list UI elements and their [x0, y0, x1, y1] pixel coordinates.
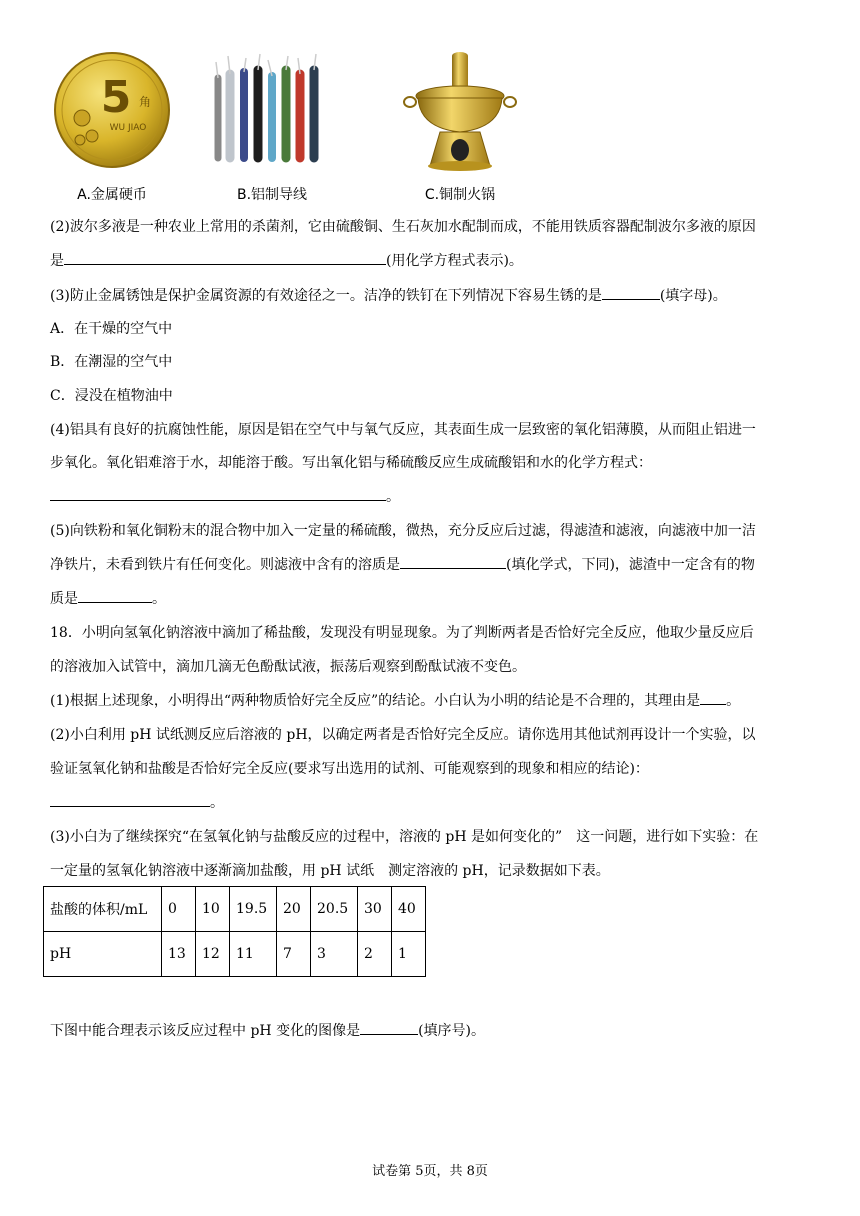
q18-3-suffix: (填序号)。: [418, 1023, 486, 1039]
coin-image: [52, 48, 172, 178]
coin-pinyin: WU JIAO: [109, 123, 147, 133]
q4-line-2: 步氧化。氧化铝难溶于水，却能溶于酸。写出氧化铝与稀硫酸反应生成硫酸铝和水的化学方程式：: [50, 455, 652, 471]
q18-2-answer-blank[interactable]: [50, 792, 210, 807]
q3-line: [50, 285, 727, 307]
q4-suffix: 。: [386, 489, 400, 505]
table-row: [44, 887, 426, 932]
table-cell: 40: [392, 887, 426, 932]
page-footer: 试卷第 5页，共 8页: [372, 1164, 488, 1179]
q3-option-a: A．在干燥的空气中: [50, 321, 173, 337]
figure-b: [202, 48, 342, 203]
q18-3-after-table: [50, 1020, 485, 1042]
figure-c: [400, 48, 520, 203]
q5-line-1: (5)向铁粉和氧化铜粉末的混合物中加入一定量的稀硫酸，微热，充分反应后过滤，得滤渣和滤液，向滤液中加一洁: [50, 523, 756, 539]
q5-residue-blank[interactable]: [78, 588, 152, 603]
q5-prefix: 质是: [50, 591, 78, 607]
q18-2-line-2: 验证氢氧化钠和盐酸是否恰好完全反应(要求写出选用的试剂、可能观察到的现象和相应的结论)：: [50, 761, 649, 777]
q2-prefix: 是: [50, 253, 64, 269]
q4-answer-blank[interactable]: [50, 486, 386, 501]
table-cell: 20: [277, 887, 311, 932]
figure-b-caption: B.铝制导线: [236, 187, 308, 203]
q18-2-line-1: (2)小白利用 pH 试纸测反应后溶液的 pH，以确定两者是否恰好完全反应。请你选用其他试剂再设计一个实验，以: [50, 727, 756, 743]
q18-1-suffix: 。: [726, 693, 741, 709]
q18-1-answer-blank[interactable]: [700, 690, 726, 705]
q3-answer-blank[interactable]: [602, 285, 660, 300]
q2-answer-blank[interactable]: [64, 250, 386, 265]
q18-3-answer-blank[interactable]: [360, 1020, 418, 1035]
table-cell: 20.5: [311, 887, 358, 932]
hotpot-image: [400, 48, 520, 178]
q18-3-question: 下图中能合理表示该反应过程中 pH 变化的图像是: [50, 1023, 361, 1039]
table-row: [44, 932, 426, 977]
q18-1-line: [50, 690, 740, 712]
q18-3-line-1: (3)小白为了继续探究“在氢氧化钠与盐酸反应的过程中，溶液的 pH 是如何变化的” 这一问题，进行如下实验：在: [50, 829, 759, 845]
q3-text: (3)防止金属锈蚀是保护金属资源的有效途径之一。洁净的铁钉在下列情况下容易生锈的是: [50, 288, 602, 304]
coin-unit: 角: [138, 95, 152, 109]
wires-image: [202, 48, 342, 178]
table-cell: 12: [196, 932, 230, 977]
table-cell: 2: [358, 932, 392, 977]
q2-line-1: (2)波尔多液是一种农业上常用的杀菌剂，它由硫酸铜、生石灰加水配制而成，不能用铁质容器配制波尔多液的原因: [50, 219, 756, 235]
q2-suffix: (用化学方程式表示)。: [386, 253, 523, 269]
ph-data-table: [43, 886, 426, 977]
q18-3-line-2: 一定量的氢氧化钠溶液中逐渐滴加盐酸，用 pH 试纸 测定溶液的 pH，记录数据如下表。: [50, 863, 610, 879]
q3-option-c: C．浸没在植物油中: [50, 388, 173, 404]
table-cell: 13: [162, 932, 196, 977]
table-cell: 10: [196, 887, 230, 932]
coin-number: 5: [100, 72, 132, 123]
q3-suffix: (填字母)。: [659, 288, 727, 304]
table-cell: 3: [311, 932, 358, 977]
q5-line-3: [50, 588, 166, 610]
table-cell: 盐酸的体积/mL: [44, 887, 162, 932]
q18-2-line-3: [50, 792, 224, 814]
table-cell: 19.5: [230, 887, 277, 932]
q5-suffix: 。: [152, 591, 166, 607]
table-cell: 11: [230, 932, 277, 977]
q18-line-2: 的溶液加入试管中，滴加几滴无色酚酞试液，振荡后观察到酚酞试液不变色。: [50, 659, 526, 675]
q18-1-text: (1)根据上述现象，小明得出“两种物质恰好完全反应”的结论。小白认为小明的结论是不合理的，其理由是: [50, 693, 701, 709]
q2-line-2: [50, 250, 523, 272]
q4-line-3: [50, 486, 400, 508]
q5-mid: (填化学式，下同)，滤渣中一定含有的物: [506, 557, 755, 573]
q18-line-1: 18．小明向氢氧化钠溶液中滴加了稀盐酸，发现没有明显现象。为了判断两者是否恰好完全反应，他取少量反应后: [50, 625, 754, 641]
q4-line-1: (4)铝具有良好的抗腐蚀性能，原因是铝在空气中与氧气反应，其表面生成一层致密的氧化铝薄膜，从而阻止铝进一: [50, 422, 756, 438]
figure-a: [52, 48, 172, 203]
table-cell: pH: [44, 932, 162, 977]
figure-c-caption: C.铜制火锅: [424, 187, 496, 203]
q5-text: 净铁片，未看到铁片有任何变化。则滤液中含有的溶质是: [50, 557, 400, 573]
table-cell: 30: [358, 887, 392, 932]
figure-a-caption: A.金属硬币: [77, 187, 147, 203]
table-cell: 1: [392, 932, 426, 977]
figure-row: [52, 48, 572, 208]
q5-solute-blank[interactable]: [400, 554, 506, 569]
table-cell: 0: [162, 887, 196, 932]
q18-2-suffix: 。: [210, 795, 224, 811]
table-cell: 7: [277, 932, 311, 977]
q3-option-b: B．在潮湿的空气中: [50, 354, 173, 370]
q5-line-2: [50, 554, 755, 576]
